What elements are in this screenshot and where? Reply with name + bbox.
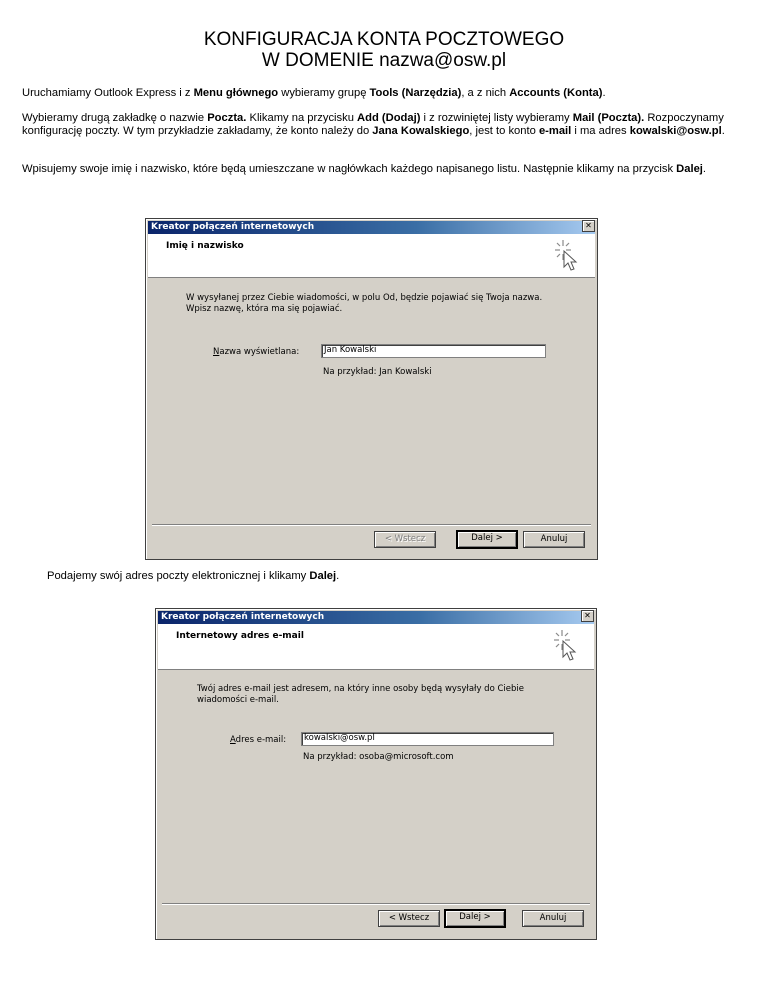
dialog-titlebar: Kreator połączeń internetowych — [158, 611, 594, 624]
bold-text: kowalski@osw.pl — [629, 125, 722, 137]
wizard-cursor-icon — [553, 238, 581, 272]
wizard-header-title: Internetowy adres e-mail — [176, 631, 304, 641]
text-run: . — [721, 125, 725, 137]
text-run: wybieramy grupę — [278, 87, 370, 99]
example-text: Na przykład: osoba@microsoft.com — [303, 752, 454, 762]
bold-text: Accounts (Konta) — [509, 87, 603, 99]
button-separator — [162, 903, 590, 905]
text-run: Uruchamiamy Outlook Express i z — [22, 87, 194, 99]
display-name-input[interactable]: Jan Kowalski — [321, 344, 546, 358]
text-run: i ma adres — [571, 125, 630, 137]
bold-text: Dalej — [676, 163, 703, 175]
bold-text: Jana Kowalskiego — [372, 125, 470, 137]
text-run: , jest to konto — [469, 125, 539, 137]
intro-text-line-2: wiadomości e-mail. — [197, 695, 279, 705]
wizard-header — [148, 234, 595, 278]
bold-text: Dalej — [309, 570, 337, 582]
back-button[interactable]: < Wstecz — [378, 910, 440, 927]
back-button[interactable]: < Wstecz — [374, 531, 436, 548]
example-text: Na przykład: Jan Kowalski — [323, 367, 432, 377]
text-run: , a z nich — [461, 87, 510, 99]
text-run: Wpisujemy swoje imię i nazwisko, które będą umieszczane w nagłówkach każdego napisanego listu. Następnie klikamy na przycisk — [22, 163, 677, 175]
close-button[interactable]: ✕ — [581, 610, 594, 622]
bold-text: Tools (Narzędzia) — [369, 87, 462, 99]
label-accel: N — [213, 347, 220, 357]
bold-text: e-mail — [538, 125, 572, 137]
display-name-label — [213, 347, 299, 358]
wizard-dialog-email — [155, 608, 597, 940]
text-run: Rozpoczynamy konfigurację poczty. W tym przykładzie zakładamy, że konto należy do — [22, 112, 724, 137]
email-label — [230, 735, 286, 746]
button-separator — [152, 524, 591, 526]
cancel-button[interactable]: Anuluj — [522, 910, 584, 927]
wizard-header-title: Imię i nazwisko — [166, 241, 244, 251]
label-accel: A — [230, 735, 236, 745]
label-rest: dres e-mail: — [235, 735, 287, 745]
paragraph-2 — [22, 112, 748, 138]
close-button[interactable]: ✕ — [582, 220, 595, 232]
paragraph-1 — [22, 87, 748, 100]
wizard-dialog-name — [145, 218, 598, 560]
wizard-cursor-icon — [552, 628, 580, 662]
text-run: Klikamy na przycisku — [246, 112, 358, 124]
wizard-header — [158, 624, 594, 670]
intro-text-line-1: Twój adres e-mail jest adresem, na który inne osoby będą wysyłały do Ciebie — [197, 684, 524, 694]
next-button[interactable]: Dalej > — [456, 530, 518, 549]
intro-text-line-1: W wysyłanej przez Ciebie wiadomości, w polu Od, będzie pojawiać się Twoja nazwa. — [186, 293, 543, 303]
bold-text: Add (Dodaj) — [357, 112, 421, 124]
bold-text: Menu głównego — [193, 87, 279, 99]
text-run: . — [702, 163, 707, 175]
dialog-titlebar: Kreator połączeń internetowych — [148, 221, 595, 234]
bold-text: Poczta. — [207, 112, 247, 124]
paragraph-3 — [22, 163, 748, 176]
text-run: . — [602, 87, 606, 99]
document-title-line-2: W DOMENIE nazwa@osw.pl — [261, 50, 507, 71]
text-run: Wybieramy drugą zakładkę o nazwie — [22, 112, 208, 124]
text-run: i z rozwiniętej listy wybieramy — [420, 112, 573, 124]
label-rest: azwa wyświetlana: — [219, 347, 300, 357]
text-run: Podajemy swój adres poczty elektronicznej i klikamy — [47, 570, 310, 582]
cancel-button[interactable]: Anuluj — [523, 531, 585, 548]
paragraph-4 — [47, 570, 768, 583]
document-title-line-1: KONFIGURACJA KONTA POCZTOWEGO — [203, 29, 565, 50]
next-button[interactable]: Dalej > — [444, 909, 506, 928]
text-run: . — [336, 570, 340, 582]
bold-text: Mail (Poczta). — [572, 112, 645, 124]
email-input[interactable]: kowalski@osw.pl — [301, 732, 554, 746]
intro-text-line-2: Wpisz nazwę, która ma się pojawiać. — [186, 304, 343, 314]
